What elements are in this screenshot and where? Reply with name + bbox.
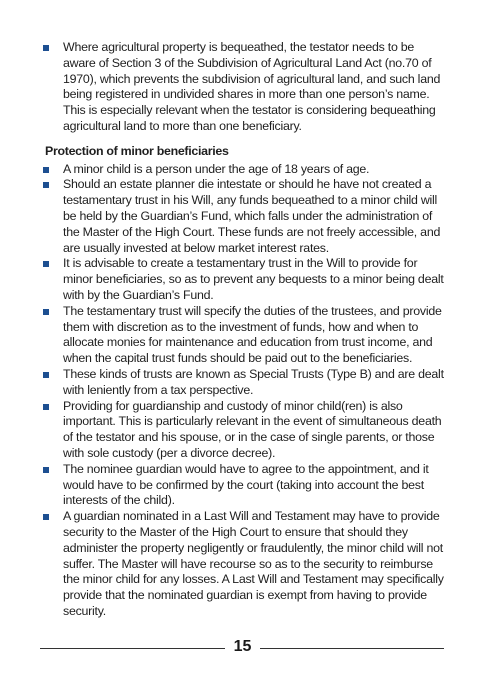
section-bullet-list — [40, 162, 444, 620]
square-bullet-icon — [43, 404, 49, 410]
page-content — [40, 40, 444, 620]
list-item — [40, 177, 444, 256]
footer-rule-left — [40, 648, 225, 649]
intro-bullet-list — [40, 40, 444, 135]
page-number: 15 — [233, 638, 252, 655]
list-item-text: It is advisable to create a testamentary trust in the Will to provide for minor beneficiaries, so as to prevent any bequests to a minor being dealt with by the Guardian’s Fund. — [63, 256, 444, 302]
list-item-text: The nominee guardian would have to agree to the appointment, and it would have to be confirmed by the court (taking into account the best interests of the child). — [63, 461, 429, 508]
list-item — [40, 256, 444, 303]
list-item — [40, 304, 444, 367]
list-item — [40, 162, 444, 178]
list-item-text: These kinds of trusts are known as Special Trusts (Type B) and are dealt with leniently from a tax perspective. — [63, 366, 444, 397]
square-bullet-icon — [43, 45, 49, 51]
list-item-text: The testamentary trust will specify the duties of the trustees, and provide them with discretion as to the investment of funds, how and when to allocate monies for maintenance and education from trust income, and when the capital trust funds should be paid out to the beneficiaries. — [63, 303, 442, 366]
square-bullet-icon — [43, 167, 49, 173]
square-bullet-icon — [43, 514, 49, 520]
list-item — [40, 367, 444, 399]
square-bullet-icon — [43, 309, 49, 315]
list-item — [40, 509, 444, 620]
list-item — [40, 399, 444, 462]
section-heading: Protection of minor beneficiaries — [45, 143, 229, 158]
square-bullet-icon — [43, 182, 49, 188]
square-bullet-icon — [43, 467, 49, 473]
list-item-text: A guardian nominated in a Last Will and Testament may have to provide security to the Master of the High Court to ensure that should they administer the property negligently or fraudulently, the minor child will not suffer. The Master will have recourse so as to the security to reimburse the minor child for any losses. A Last Will and Testament may specifically provide that the nominated guardian is exempt from having to provide security. — [63, 509, 444, 618]
list-item-text: Providing for guardianship and custody of minor child(ren) is also important. This is particularly relevant in the event of simultaneous death of the testator and his spouse, or in the case of single parents, or those with sole custody (per a divorce decree). — [63, 398, 442, 460]
footer-rule-right — [260, 648, 444, 649]
list-item — [40, 462, 444, 509]
square-bullet-icon — [43, 372, 49, 378]
list-item-text: Should an estate planner die intestate or should he have not created a testamentary trust in his Will, any funds bequeathed to a minor child will be held by the Guardian’s Fund, which falls under the administration of the Master of the High Court. These funds are not freely accessible, and are usually invested at below market interest rates. — [63, 177, 441, 255]
page-footer — [40, 637, 444, 657]
list-item — [40, 40, 444, 135]
square-bullet-icon — [43, 261, 49, 267]
list-item-text: A minor child is a person under the age of 18 years of age. — [63, 161, 370, 176]
list-item-text: Where agricultural property is bequeathed, the testator needs to be aware of Section 3 of the Subdivision of Agricultural Land Act (no.70 of 1970), which prevents the subdivision of agricultural land, and such land being registered in undivided shares in more than one person’s name. This is especially relevant when the testator is considering bequeathing agricultural land to more than one beneficiary. — [63, 40, 441, 133]
